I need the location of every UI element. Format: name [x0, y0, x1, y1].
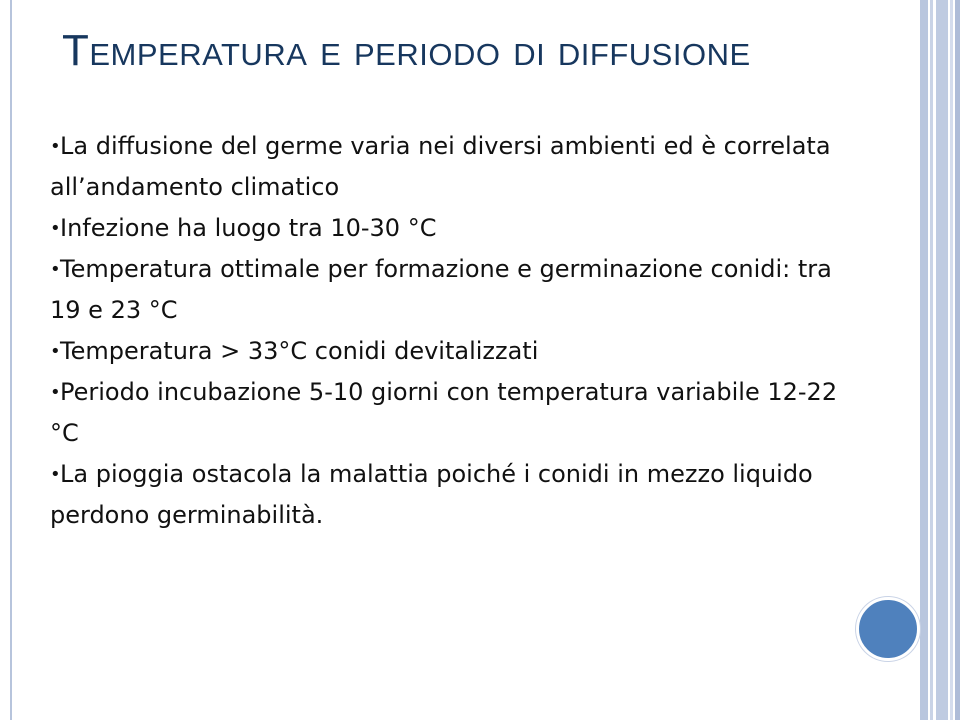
bullet-text: La pioggia ostacola la malattia poiché i conidi in mezzo liquido perdono germinabilità.	[50, 460, 813, 529]
bullet-dot: •	[50, 464, 61, 485]
stripe	[920, 0, 928, 720]
slide-title: Temperatura e periodo di diffusione	[62, 26, 751, 75]
bullet-item	[50, 208, 850, 249]
bullet-item	[50, 372, 850, 454]
bullet-dot: •	[50, 136, 61, 157]
stripe	[955, 0, 960, 720]
stripe	[930, 0, 933, 720]
bullet-dot: •	[50, 341, 61, 362]
bullet-dot: •	[50, 218, 61, 239]
bullet-dot: •	[50, 382, 61, 403]
bullet-item	[50, 249, 850, 331]
bullet-item	[50, 126, 850, 208]
bullet-dot: •	[50, 259, 61, 280]
bullet-text: Temperatura ottimale per formazione e germinazione conidi: tra 19 e 23 °C	[50, 255, 832, 324]
slide-body	[50, 126, 850, 536]
bullet-item	[50, 331, 850, 372]
bullet-text: Infezione ha luogo tra 10-30 °C	[60, 214, 437, 242]
bullet-text: Temperatura > 33°C conidi devitalizzati	[60, 337, 539, 365]
bullet-item	[50, 454, 850, 536]
stripe	[950, 0, 953, 720]
stripe	[936, 0, 948, 720]
decorative-circle	[856, 597, 920, 661]
left-border-line	[10, 0, 12, 720]
right-decorative-stripes	[920, 0, 960, 720]
bullet-text: La diffusione del germe varia nei diversi ambienti ed è correlata all’andamento climatico	[50, 132, 831, 201]
bullet-text: Periodo incubazione 5-10 giorni con temperatura variabile 12-22 °C	[50, 378, 838, 447]
